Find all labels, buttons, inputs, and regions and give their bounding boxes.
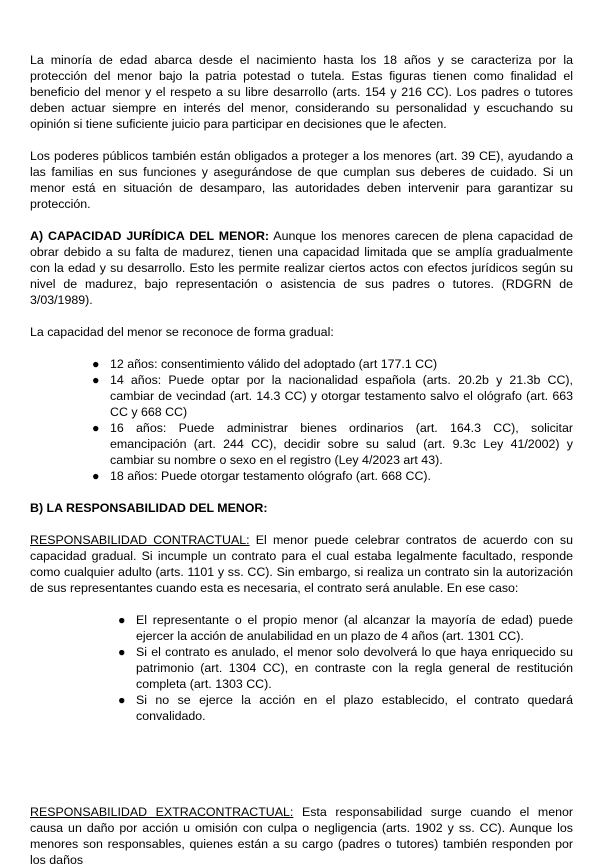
bullet-icon: ● [92,421,100,435]
section-b-heading: B) LA RESPONSABILIDAD DEL MENOR: [30,501,268,515]
document-page [30,52,573,868]
bullet-icon: ● [118,645,126,659]
list-item: ● Si no se ejerce la acción en el plazo establecido, el contrato quedará convalidado. [118,693,573,723]
bullet-icon: ● [92,357,100,371]
age-capacity-list [92,356,573,484]
section-a-text: Aunque los menores carecen de plena capacidad de obrar debido a su falta de madurez, tienen una capacidad limitada que se amplía gradualmente con la edad y su desarrollo. Esto les permite realizar ciertos actos con efectos jurídicos según su nivel de madurez, bajo representación o asistencia de sus padres o tutores. (RDGRN de 3/03/1989). [30,229,573,307]
contract-consequences-list [118,612,573,724]
paragraph-poderes-publicos: Los poderes públicos también están obligados a proteger a los menores (art. 39 CE), ayudando a las familias en sus funciones y asegurándose de que cumplan sus deberes de cuidado. Si un menor está en situación de desamparo, las autoridades deben intervenir para garantizar su protección. [30,149,573,211]
bullet-icon: ● [118,613,126,627]
list-item: ● 14 años: Puede optar por la nacionalidad española (arts. 20.2b y 21.3b CC), cambiar de vecindad (art. 14.3 CC) y otorgar testamento salvo el ológrafo (art. 663 CC y 668 CC) [92,373,573,419]
paragraph-gradual: La capacidad del menor se reconoce de forma gradual: [30,325,334,339]
paragraph-minoria: La minoría de edad abarca desde el nacimiento hasta los 18 años y se caracteriza por la protección del menor bajo la patria potestad o tutela. Estas figuras tienen como finalidad el beneficio del menor y el respeto a su libre desarrollo (arts. 154 y 216 CC). Los padres o tutores deben actuar siempre en interés del menor, considerando su personalidad y escuchando su opinión si tiene suficiente juicio para participar en decisiones que le afecten. [30,53,573,131]
extracontractual-text: Esta responsabilidad surge cuando el menor causa un daño por acción u omisión con culpa o negligencia (arts. 1902 y ss. CC). Aunque los menores son responsables, quienes están a su cargo (padres o tutores) también responden por los daños [30,805,573,867]
contractual-text: El menor puede celebrar contratos de acuerdo con su capacidad gradual. Si incumple un contrato para el cual estaba legalmente facultado, responde como cualquier adulto (arts. 1101 y ss. CC). Sin embargo, si realiza un contrato sin la autorización de sus representantes cuando esta es necesaria, el contrato será anulable. En ese caso: [30,533,573,595]
bullet-icon: ● [92,469,100,483]
bullet-icon: ● [118,693,126,707]
list-item: ● 18 años: Puede otorgar testamento ológrafo (art. 668 CC). [92,469,431,483]
list-item: ● El representante o el propio menor (al alcanzar la mayoría de edad) puede ejercer la acción de anulabilidad en un plazo de 4 años (art. 1301 CC). [118,613,573,643]
extracontractual-label: RESPONSABILIDAD EXTRACONTRACTUAL: [30,805,294,819]
contractual-paragraph [30,532,573,596]
extracontractual-paragraph [30,804,573,868]
section-a-heading: A) CAPACIDAD JURÍDICA DEL MENOR: [30,229,270,243]
bullet-icon: ● [92,373,100,387]
list-item: ● Si el contrato es anulado, el menor solo devolverá lo que haya enriquecido su patrimonio (art. 1304 CC), en contraste con la regla general de restitución completa (art. 1303 CC). [118,645,573,691]
section-a-paragraph [30,228,573,308]
list-item: ● 16 años: Puede administrar bienes ordinarios (art. 164.3 CC), solicitar emancipación (art. 244 CC), decidir sobre su salud (art. 9.3c Ley 41/2002) y cambiar su nombre o sexo en el registro (Ley 4/2023 art 43). [92,421,573,467]
list-item: ● 12 años: consentimiento válido del adoptado (art 177.1 CC) [92,357,438,371]
contractual-label: RESPONSABILIDAD CONTRACTUAL: [30,533,250,547]
